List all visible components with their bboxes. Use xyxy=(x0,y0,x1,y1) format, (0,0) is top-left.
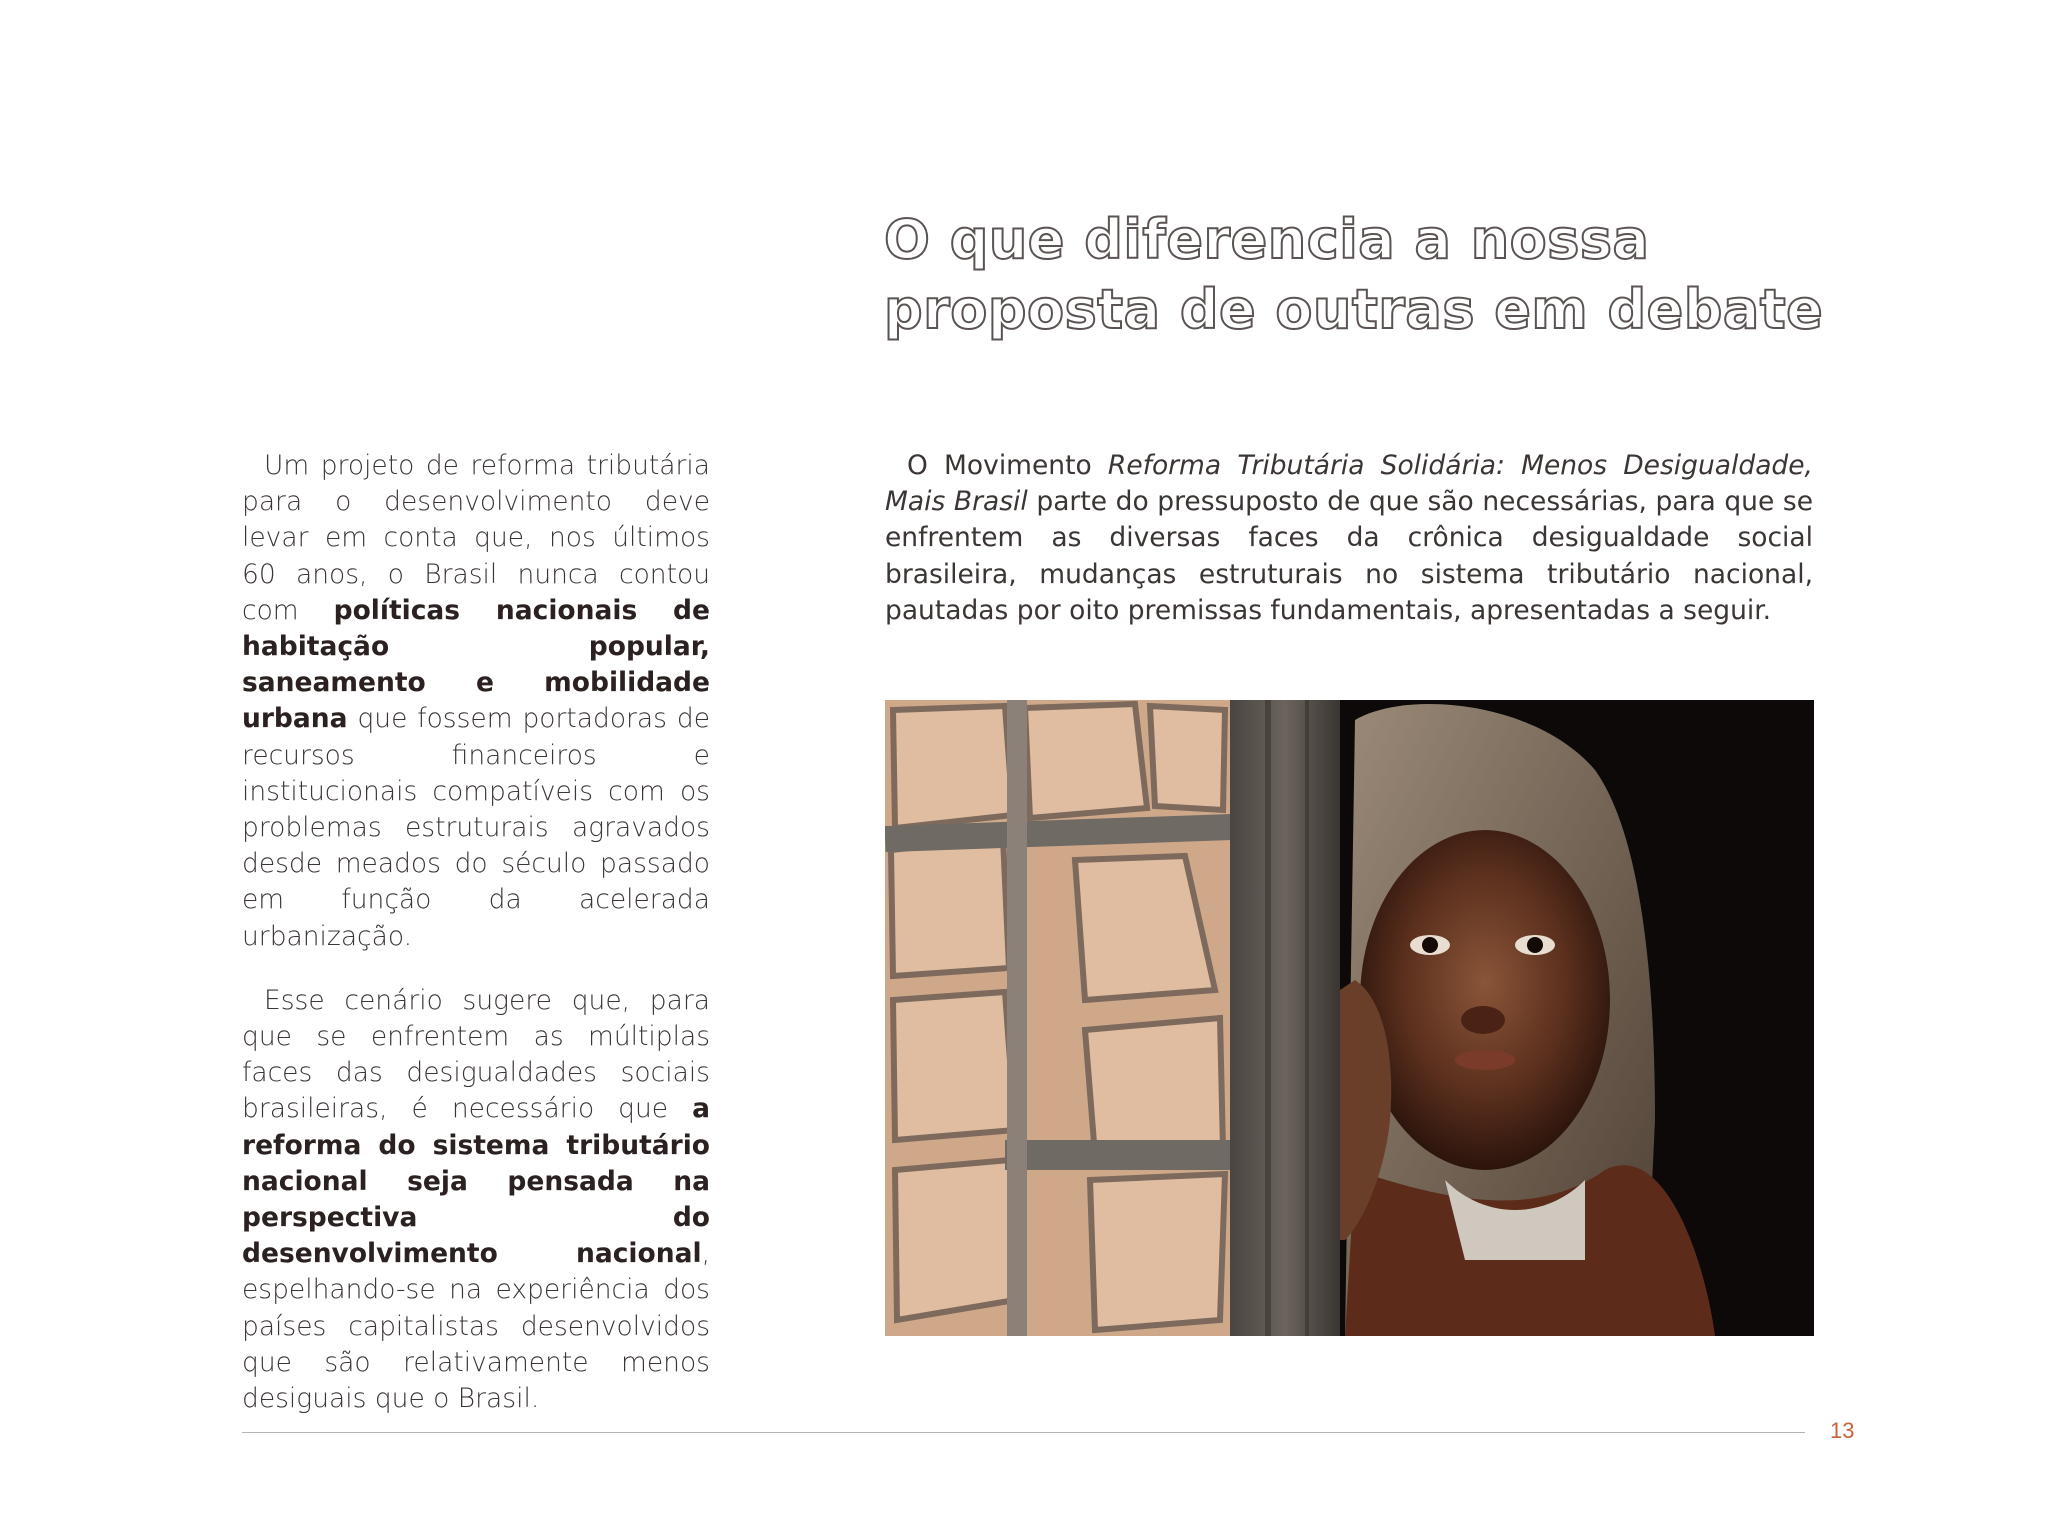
left-p2-text-b: , espelhando-se na experiência dos países capitalistas desenvolvidos que são relativamente menos desiguais que o Brasil. xyxy=(242,1238,710,1415)
left-p2-text-a: Esse cenário sugere que, para que se enfrentem as múltiplas faces das desigualdades sociais brasileiras, é necessário que xyxy=(242,984,710,1125)
heading-line-1: O que diferencia a nossa xyxy=(884,208,1650,271)
left-p1-text-a: Um projeto de reforma tributária para o desenvolvimento deve levar em conta que, nos últimos 60 anos, o Brasil nunca contou com xyxy=(242,450,710,626)
page-number: 13 xyxy=(1830,1418,1855,1443)
footer-rule xyxy=(242,1432,1805,1433)
left-p1-text-b: que fossem portadoras de recursos financeiros e institucionais compatíveis com os problemas estruturais agravados desde meados do século passado em função da acelerada urbanização. xyxy=(242,703,710,952)
left-paragraph-2 xyxy=(242,983,710,1417)
right-p1-text-a: O Movimento xyxy=(907,450,1108,481)
page-heading xyxy=(884,205,1884,345)
child-photo xyxy=(885,700,1814,1336)
left-text-column xyxy=(242,448,710,1445)
left-paragraph-1 xyxy=(242,448,710,955)
right-text-column xyxy=(885,448,1813,629)
left-p2-bold: a reforma do sistema tributário nacional seja pensada na perspectiva do desenvolvimento nacional xyxy=(242,1093,710,1270)
right-paragraph-1 xyxy=(885,448,1813,629)
right-p1-italic: Reforma Tributária Solidária: Menos Desigualdade, Mais Brasil xyxy=(885,450,1813,518)
heading-line-2: proposta de outras em debate xyxy=(884,278,1824,341)
left-p1-bold: políticas nacionais de habitação popular, saneamento e mobilidade urbana xyxy=(242,594,710,735)
right-p1-text-b: parte do pressuposto de que são necessárias, para que se enfrentem as diversas faces da crônica desigualdade social brasileira, mudanças estruturais no sistema tributário nacional, pautadas por oito premissas fundamentais, apresentadas a seguir. xyxy=(885,486,1813,626)
